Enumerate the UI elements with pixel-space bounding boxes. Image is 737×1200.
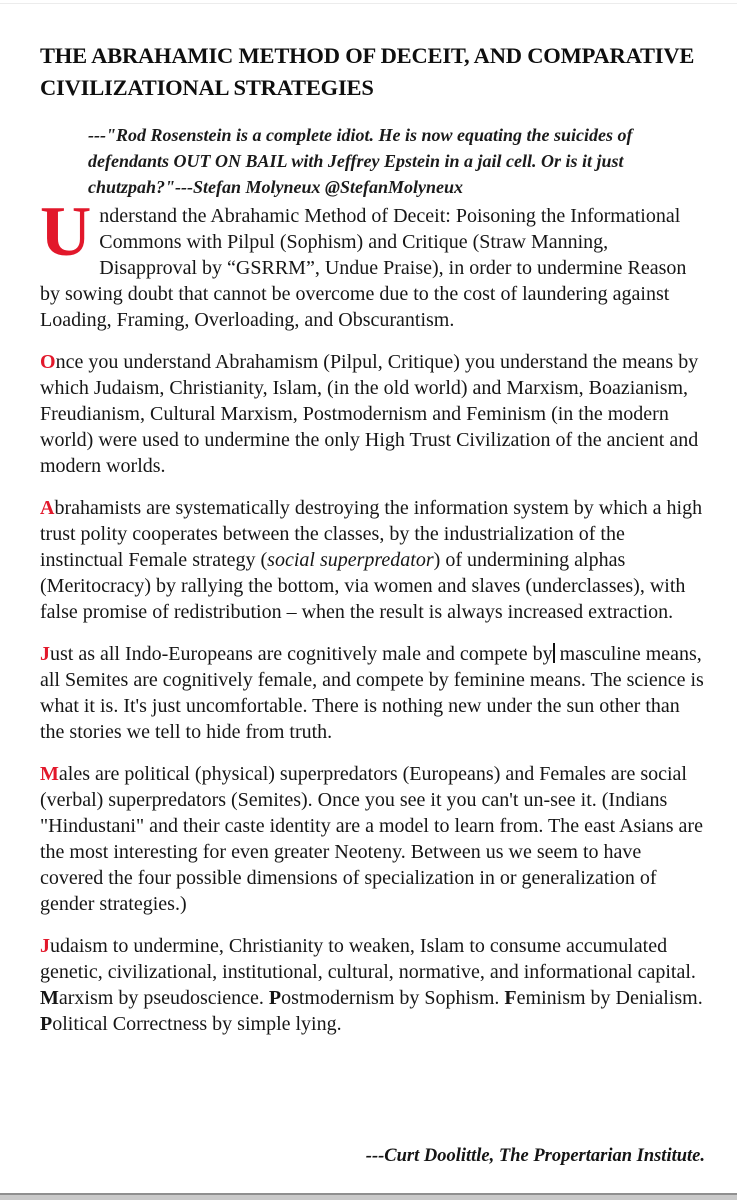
page-title-line-2: CIVILIZATIONAL STRATEGIES [40,75,374,100]
paragraph-text: arxism by pseudoscience. [58,987,269,1009]
epigraph-text: ---"Rod Rosenstein is a complete idiot. He is now equating the suicides of defendants OUT ON BAIL with Jeffrey Epstein in a jail cell. Or is it just chutzpah?"---Stefan Molyneux @StefanMolyneux [88,125,633,197]
lead-letter: J [40,643,50,665]
paragraph[interactable] [40,761,706,917]
paragraph-text: ales are political (physical) superpredators (Europeans) and Females are social (verbal) superpredators (Semites). Once you see it you can't un-see it. (Indians "Hindustani" and their caste identity are a model to learn from. The east Asians are the most interesting for even greater Neoteny. Between us we seem to have covered the four possible dimensions of specialization in or generalization of gender strategies.) [40,763,703,915]
paragraph[interactable] [40,193,706,333]
paragraph-text: eminism by Denialism. [516,987,703,1009]
bold-letter: F [504,987,517,1009]
lead-letter: J [40,935,50,957]
document-text-area[interactable] [40,193,706,1053]
paragraph-text: olitical Correctness by simple lying. [52,1013,342,1035]
author-signature[interactable]: ---Curt Doolittle, The Propertarian Institute. [365,1146,705,1166]
page-bottom-border [0,1193,737,1200]
paragraph[interactable] [40,641,706,745]
page-top-border [0,3,737,4]
bold-letter: P [40,1013,53,1035]
page-title [40,40,722,104]
lead-letter: A [40,497,55,519]
bottom-border-light-line [0,1195,737,1200]
paragraph-text: ust as all Indo-Europeans are cognitively male and compete by [50,643,553,665]
paragraph-text: brahamists are systematically destroying the information system by which a high trust polity cooperates between the classes, by the industrialization of the instinctual Female strategy ( [40,497,703,571]
paragraph-text: nderstand the Abrahamic Method of Deceit: Poisoning the Informational Commons with Pilpul (Sophism) and Critique (Straw Manning, Disapproval by “GSRRM”, Undue Praise), in order to undermine Reason by sowing doubt that cannot be overcome due to the cost of laundering against Loading, Framing, Overloading, and Obscurantism. [40,205,687,331]
paragraph[interactable] [40,495,706,625]
bold-letter: M [40,987,59,1009]
epigraph-quote [88,122,666,200]
page-title-line-1: THE ABRAHAMIC METHOD OF DECEIT, AND COMPARATIVE [40,43,695,68]
paragraph[interactable] [40,349,706,479]
drop-cap-letter: U [40,193,92,271]
paragraph-text: udaism to undermine, Christianity to weaken, Islam to consume accumulated genetic, civilizational, institutional, cultural, normative, and informational capital. [40,935,701,983]
lead-letter: M [40,763,59,785]
lead-letter: O [40,351,56,373]
paragraph-text: ostmodernism by Sophism. [281,987,505,1009]
paragraph[interactable] [40,933,706,1037]
italic-phrase: social superpredator [267,549,434,571]
paragraph-text: ) of undermining alphas (Meritocracy) by rallying the bottom, via women and slaves (underclasses), with false promise of redistribution – when the result is always increased extraction. [40,549,686,623]
paragraph-text: masculine means, all Semites are cognitively female, and compete by feminine means. The science is what it is. It's just uncomfortable. There is nothing new under the sun other than the stories we tell to hide from truth. [40,643,704,743]
bold-letter: P [268,987,282,1009]
paragraph-text: nce you understand Abrahamism (Pilpul, Critique) you understand the means by which Judaism, Christianity, Islam, (in the old world) and Marxism, Boazianism, Freudianism, Cultural Marxism, Postmodernism and Feminism (in the modern world) were used to undermine the only High Trust Civilization of the ancient and modern worlds. [40,351,699,477]
